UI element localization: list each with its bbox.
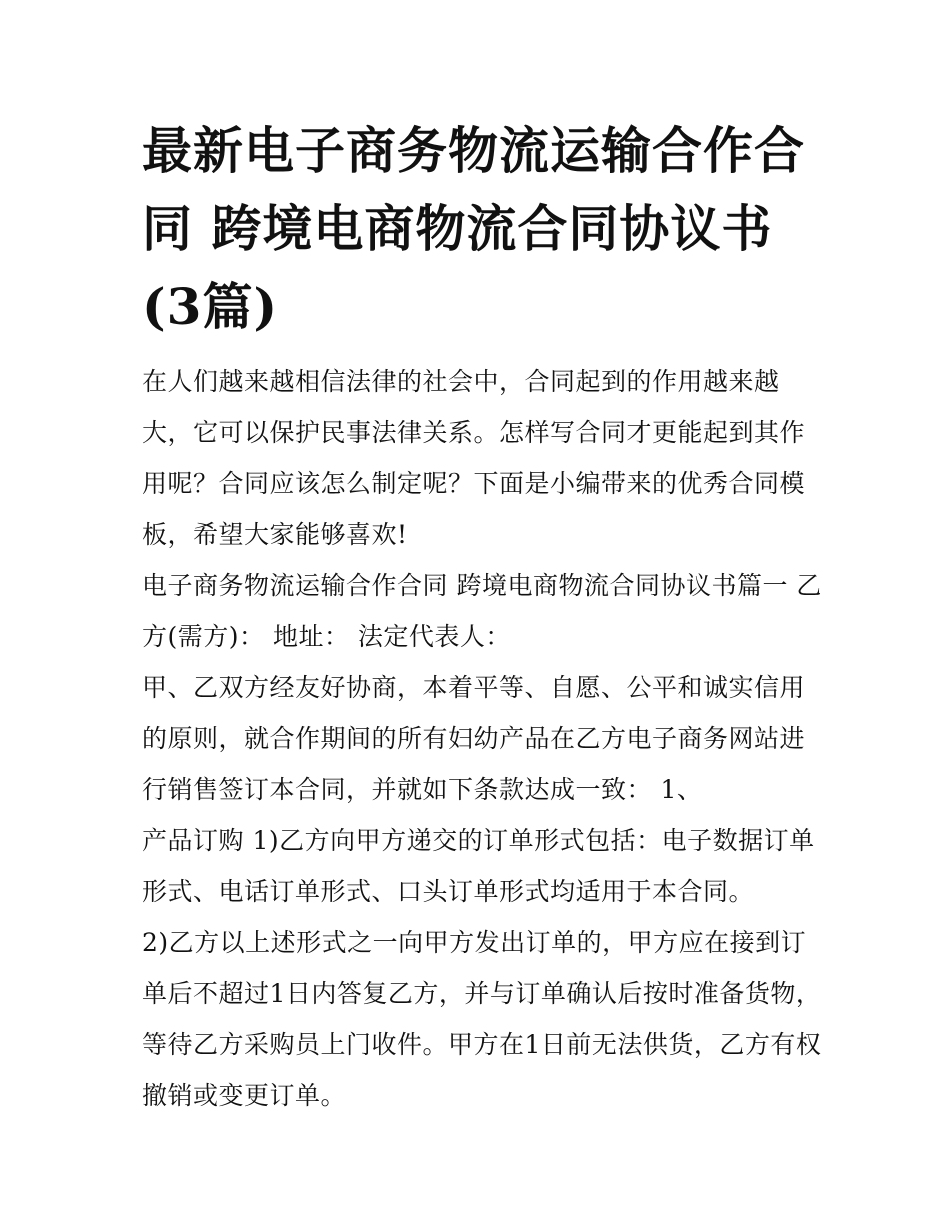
- intro-paragraph: 在人们越来越相信法律的社会中，合同起到的作用越来越大，它可以保护民事法律关系。怎样写合同才更能起到其作用呢？合同应该怎么制定呢？下面是小编带来的优秀合同模板，希望大家能够喜欢!: [142, 367, 806, 549]
- agreement-paragraph: 甲、乙双方经友好协商，本着平等、自愿、公平和诚实信用的原则，就合作期间的所有妇幼产品在乙方电子商务网站进行销售签订本合同，并就如下条款达成一致： 1、: [142, 673, 806, 804]
- section-heading-paragraph: 电子商务物流运输合作合同 跨境电商物流合同协议书篇一 乙方(需方)： 地址： 法定代表人：: [142, 571, 822, 651]
- order-clause-2: 2)乙方以上述形式之一向甲方发出订单的，甲方应在接到订单后不超过1日内答复乙方，并与订单确认后按时准备货物，等待乙方采购员上门收件。甲方在1日前无法供货，乙方有权撤销或变更订单。: [142, 928, 822, 1110]
- document-page: [142, 112, 822, 1121]
- order-clause-1: 产品订购 1)乙方向甲方递交的订单形式包括：电子数据订单形式、电话订单形式、口头订单形式均适用于本合同。: [142, 826, 815, 906]
- document-title: 最新电子商务物流运输合作合同 跨境电商物流合同协议书(3篇): [142, 121, 805, 336]
